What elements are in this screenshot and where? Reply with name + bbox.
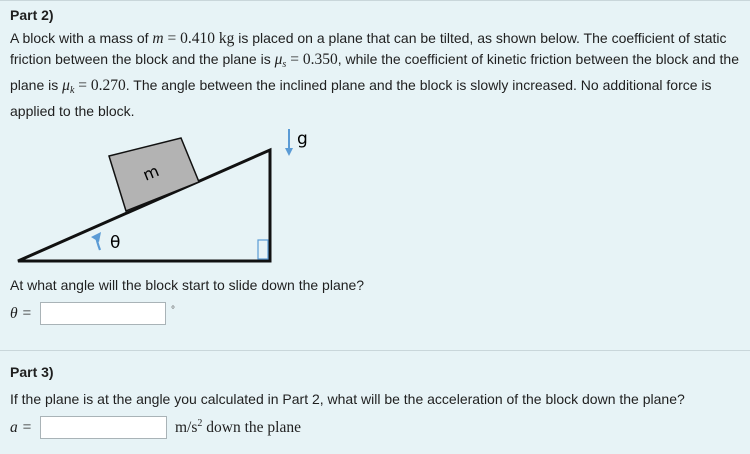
mu-k-expression: $\mu_k = 0.270$ (62, 77, 126, 96)
acceleration-unit: $m/s^2$ down the plane (175, 418, 301, 436)
block-label: m (140, 161, 162, 185)
degree-unit: ° (171, 305, 175, 316)
part3-answer-row (10, 416, 301, 439)
acceleration-answer-input[interactable] (40, 416, 167, 439)
accel-label: a = (10, 418, 33, 436)
part3-title: Part 3) (10, 364, 54, 380)
top-divider (0, 0, 750, 1)
part3-question: If the plane is at the angle you calculated in Part 2, what will be the acceleration of the block down the plane? (10, 391, 685, 407)
theta-label: θ = (10, 304, 32, 322)
mass-expression: m = 0.410 kg (152, 30, 235, 47)
middle-divider (0, 350, 750, 351)
incline-diagram (0, 120, 330, 280)
angle-label: θ (110, 233, 121, 253)
part2-title: Part 2) (10, 7, 54, 23)
gravity-arrowhead (285, 148, 293, 156)
mu-s-expression: $\mu_s = 0.350$ (274, 51, 338, 70)
part2-problem-text: A block with a mass of m = 0.410 kg is placed on a plane that can be tilted, as shown below. The coefficient of static friction between the block and the plane is $\mu_s = 0.350$, while the coefficient of kinetic friction between the block and the plane is $\mu_k = 0.270$. The angle between the inclined plane and the block is slowly increased. No additional force is applied to the block. (10, 30, 739, 119)
theta-answer-input[interactable] (40, 302, 166, 325)
part2-answer-row (10, 302, 175, 325)
gravity-label: g (297, 129, 308, 149)
part2-question: At what angle will the block start to slide down the plane? (10, 277, 365, 293)
right-angle-marker (258, 240, 268, 259)
